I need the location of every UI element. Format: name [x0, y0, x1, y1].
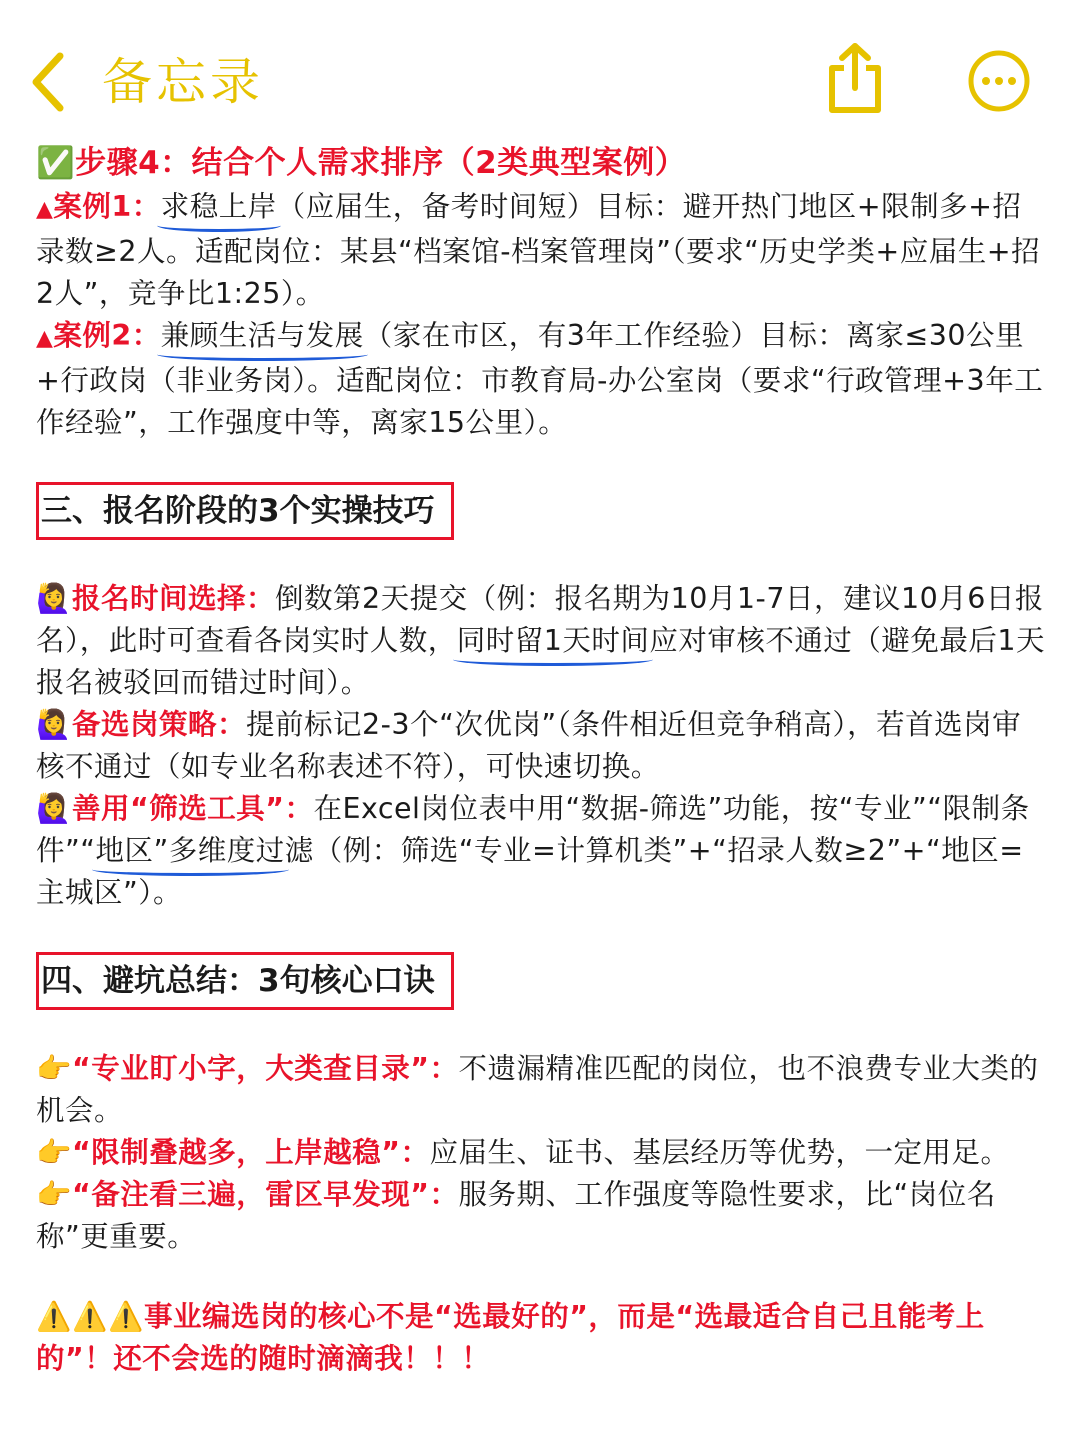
case2-paragraph: [36, 315, 1048, 444]
rule2-text: 应届生、证书、基层经历等优势，一定用足。: [429, 1136, 1010, 1169]
tip3-text-b: 滤（例：筛选“专业=计算机类”+“招录人数≥2”+“地区=主城区”）。: [36, 834, 1024, 909]
case2-underlined: 兼顾生活与发展: [161, 315, 364, 357]
tip1-paragraph: [36, 578, 1048, 704]
tip3-text-a: 在Excel岗位表中用“数据-筛选”功能，按“专业”“限制条件”“: [36, 792, 1030, 867]
app-title: 备忘录: [102, 53, 264, 111]
case1-text: （应届生，备考时间短）目标：避开热门地区+限制多+招录数≥2人。适配岗位：某县“档案馆-档案管理岗”（要求“历史学类+应届生+招2人”，竞争比1:25）。: [36, 190, 1041, 310]
triangle-icon: ▲: [36, 197, 54, 222]
back-button[interactable]: [24, 44, 84, 120]
tip1-label: 报名时间选择：: [72, 582, 276, 615]
pointing-hand-icon: 👉: [36, 1136, 72, 1169]
woman-raising-hand-icon: 🙋‍♀️: [36, 792, 72, 825]
case2-label: 案例2：: [53, 319, 161, 352]
tip2-text: 提前标记2-3个“次优岗”（条件相近但竞争稍高），若首选岗审核不通过（如专业名称表述不符），可快速切换。: [36, 708, 1022, 783]
case1-underlined: 求稳上岸: [161, 186, 277, 228]
case1-paragraph: [36, 186, 1048, 315]
woman-raising-hand-icon: 🙋‍♀️: [36, 708, 72, 741]
rule2-paragraph: [36, 1132, 1048, 1174]
pointing-hand-icon: 👉: [36, 1178, 72, 1211]
step4-heading: [36, 140, 1048, 186]
rule3-label: “备注看三遍，雷区早发现”：: [72, 1178, 459, 1211]
footer-paragraph: [36, 1296, 1048, 1380]
chevron-left-icon: [24, 44, 84, 120]
rule3-paragraph: [36, 1174, 1048, 1258]
tip1-text-b: 应对审核不通过（避免最后1天报名被驳回而错过时间）。: [36, 624, 1046, 699]
tip3-underlined: 地区”多维度过: [96, 830, 285, 872]
tip1-underlined: 同时留1天时间: [457, 620, 650, 662]
tip3-label: 善用“筛选工具”：: [72, 792, 314, 825]
footer-text: 事业编选岗的核心不是“选最好的”，而是“选最适合自己且能考上的”！还不会选的随时滴滴我！！！: [36, 1300, 985, 1375]
note-body[interactable]: [36, 140, 1048, 1380]
tip2-paragraph: [36, 704, 1048, 788]
check-icon: ✅: [36, 145, 76, 181]
tip2-label: 备选岗策略：: [72, 708, 247, 741]
tip1-text-a: 倒数第2天提交（例：报名期为10月1-7日，建议10月6日报名），此时可查看各岗实时人数，: [36, 582, 1044, 657]
pointing-hand-icon: 👉: [36, 1052, 72, 1085]
tip3-paragraph: [36, 788, 1048, 914]
rule1-label: “专业盯小字，大类查目录”：: [72, 1052, 459, 1085]
rule1-paragraph: [36, 1048, 1048, 1132]
rule2-label: “限制叠越多，上岸越稳”：: [72, 1136, 430, 1169]
warning-icon: ⚠️⚠️⚠️: [36, 1300, 144, 1333]
navigation-bar: [0, 0, 1080, 140]
share-button[interactable]: [822, 38, 888, 116]
woman-raising-hand-icon: 🙋‍♀️: [36, 582, 72, 615]
share-icon: [822, 38, 888, 116]
section3-heading: 三、报名阶段的3个实操技巧: [36, 482, 454, 540]
triangle-icon: ▲: [36, 326, 54, 351]
step4-title: 步骤4：结合个人需求排序（2类典型案例）: [75, 145, 687, 181]
more-options-button[interactable]: [966, 48, 1032, 114]
case1-label: 案例1：: [53, 190, 161, 223]
section4-heading: 四、避坑总结：3句核心口诀: [36, 952, 454, 1010]
ellipsis-circle-icon: [966, 48, 1032, 114]
rule3-text: 服务期、工作强度等隐性要求，比“岗位名称”更重要。: [36, 1178, 996, 1253]
case2-text: （家在市区，有3年工作经验）目标：离家≤30公里+行政岗（非业务岗）。适配岗位：市教育局-办公室岗（要求“行政管理+3年工作经验”，工作强度中等，离家15公里）。: [36, 319, 1044, 439]
rule1-text: 不遗漏精准匹配的岗位，也不浪费专业大类的机会。: [36, 1052, 1039, 1127]
